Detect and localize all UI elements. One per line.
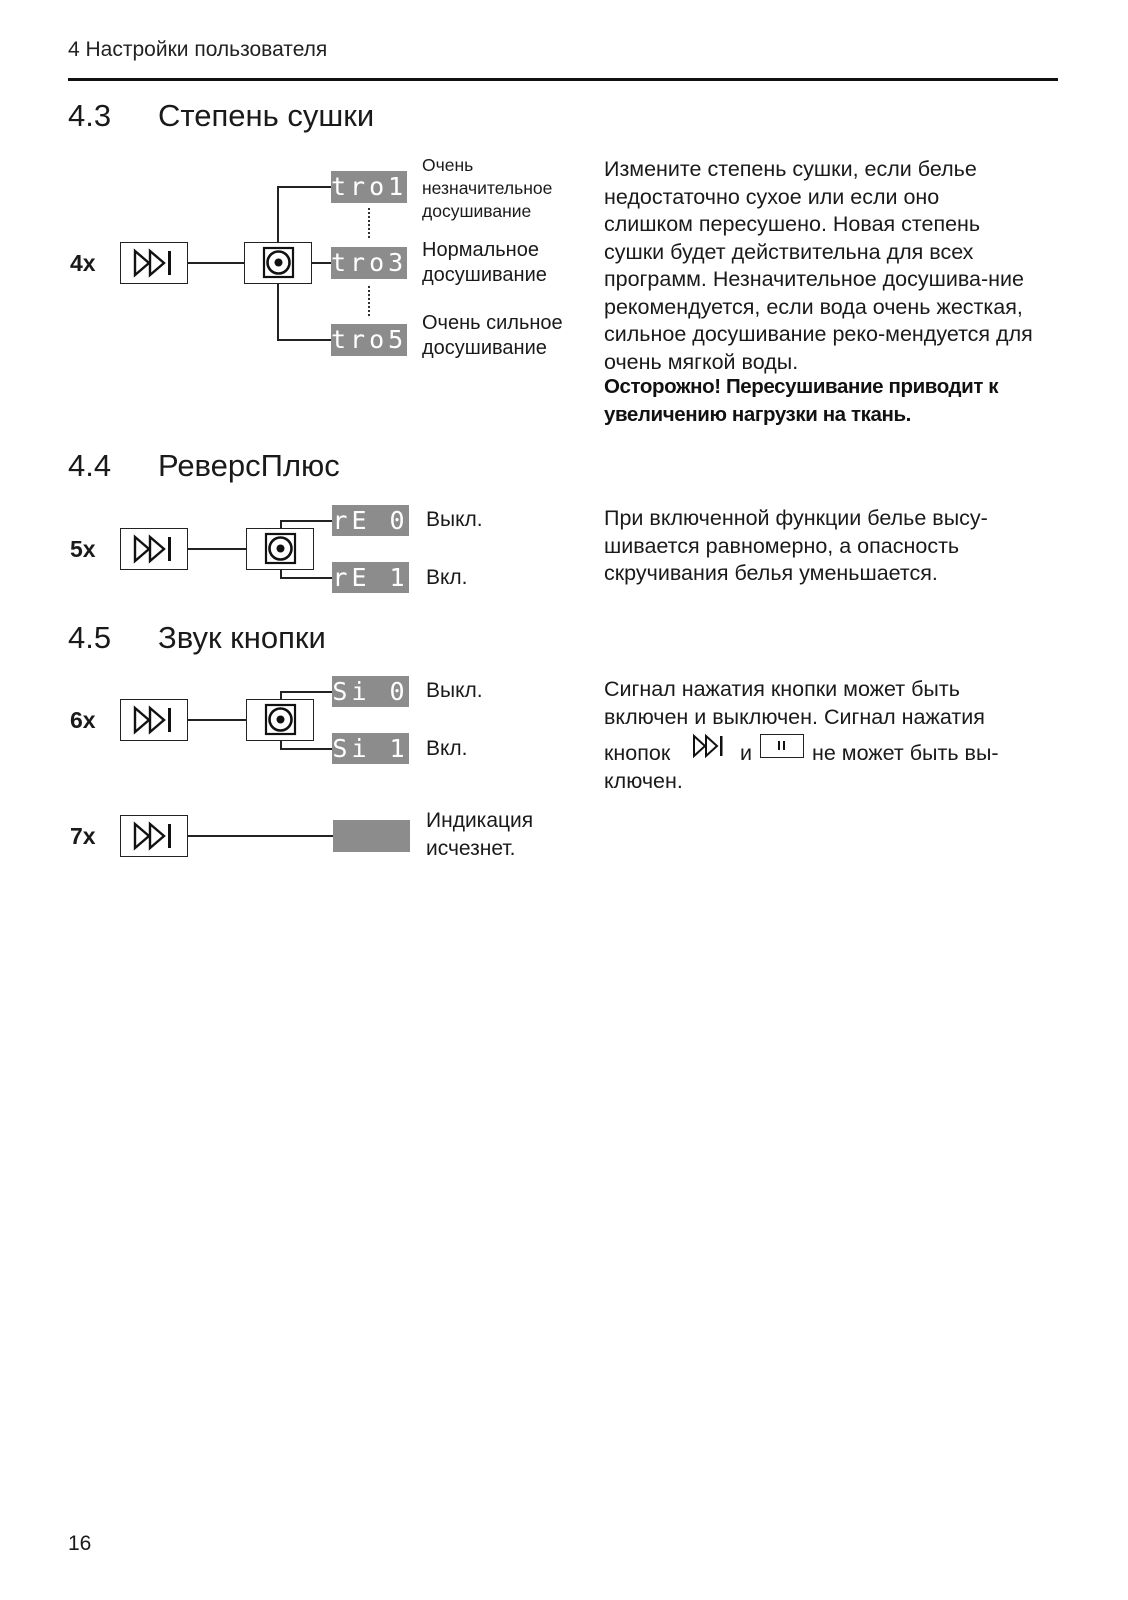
connector-line xyxy=(188,548,246,550)
press-count-4x: 4x xyxy=(70,250,96,276)
connector-line xyxy=(312,262,331,264)
label-normal: Нормальное досушивание xyxy=(422,239,547,286)
connector-line xyxy=(280,577,332,579)
select-button[interactable] xyxy=(246,699,314,741)
skip-forward-icon xyxy=(121,529,187,569)
label-off: Выкл. xyxy=(426,508,483,531)
section-4-5-number: 4.5 xyxy=(68,620,112,655)
ellipsis-dots xyxy=(368,286,370,316)
connector-line xyxy=(280,748,332,750)
label-on: Вкл. xyxy=(426,566,468,589)
header-rule xyxy=(68,78,1058,81)
running-header: 4 Настройки пользователя xyxy=(68,38,328,61)
skip-forward-icon xyxy=(121,243,187,283)
skip-forward-icon xyxy=(121,700,187,740)
section-4-5-title: Звук кнопки xyxy=(158,620,326,655)
press-count-6x: 6x xyxy=(70,707,96,733)
label-very-light: Очень незначительное досушивание xyxy=(422,155,553,221)
label-very-strong: Очень сильное досушивание xyxy=(422,312,563,359)
pause-button xyxy=(760,734,804,758)
drum-select-icon xyxy=(247,529,313,569)
page-number: 16 xyxy=(68,1532,92,1555)
section-4-4-title: РеверсПлюс xyxy=(158,448,340,483)
display-tro1: tro1 xyxy=(331,172,408,201)
display-si1: Si 1 xyxy=(332,734,409,763)
connector-line xyxy=(277,186,279,242)
label-on: Вкл. xyxy=(426,737,468,760)
display-si0: Si 0 xyxy=(332,677,409,706)
display-re1: rE 1 xyxy=(332,563,409,592)
skip-button[interactable] xyxy=(120,815,188,857)
drum-select-icon xyxy=(245,243,311,283)
press-count-7x: 7x xyxy=(70,823,96,849)
connector-line xyxy=(277,339,331,341)
skip-button[interactable] xyxy=(120,528,188,570)
skip-forward-icon xyxy=(690,732,730,760)
section-4-5-description-line-4: ключен. xyxy=(604,769,683,793)
ellipsis-dots xyxy=(368,208,370,238)
select-button[interactable] xyxy=(244,242,312,284)
section-4-5-description-post: не может быть вы- xyxy=(812,741,999,765)
connector-line xyxy=(280,520,332,522)
select-button[interactable] xyxy=(246,528,314,570)
section-4-5-description-and: и xyxy=(740,741,753,765)
connector-line xyxy=(188,835,333,837)
section-4-3-title: Степень сушки xyxy=(158,98,375,133)
connector-line xyxy=(280,691,332,693)
drum-select-icon xyxy=(247,700,313,740)
skip-button[interactable] xyxy=(120,242,188,284)
section-4-4-description: При включенной функции белье высу-шивается равномерно, а опасность скручивания белья уменьшается. xyxy=(604,506,988,585)
label-display-disappears: Индикация исчезнет. xyxy=(426,809,534,860)
section-4-3-description: Измените степень сушки, если белье недостаточно сухое или если оно слишком пересушено. Новая степень сушки будет действительна для всех программ. Незначительное досушива-ние рекомендуется, если вода очень жесткая, сильное досушивание реко-мендуется для очень мягкой воды. xyxy=(604,157,1033,374)
display-blank xyxy=(333,820,410,852)
section-4-5-description-line-1: Сигнал нажатия кнопки может быть xyxy=(604,677,960,701)
section-4-3-warning: Осторожно! Пересушивание приводит к увеличению нагрузки на ткань. xyxy=(604,375,999,426)
pause-icon xyxy=(761,735,802,756)
section-4-3-number: 4.3 xyxy=(68,98,112,133)
section-4-4-number: 4.4 xyxy=(68,448,112,483)
connector-line xyxy=(277,284,279,340)
section-4-5-description-line-2: включен и выключен. Сигнал нажатия xyxy=(604,705,985,729)
connector-line xyxy=(188,719,246,721)
display-tro5: tro5 xyxy=(331,325,408,354)
skip-button[interactable] xyxy=(120,699,188,741)
display-re0: rE 0 xyxy=(332,506,409,535)
connector-line xyxy=(277,186,331,188)
display-tro3: tro3 xyxy=(331,248,408,277)
skip-forward-icon xyxy=(121,816,187,856)
press-count-5x: 5x xyxy=(70,536,96,562)
label-off: Выкл. xyxy=(426,679,483,702)
section-4-5-description-pre: кнопок xyxy=(604,741,671,765)
connector-line xyxy=(188,262,244,264)
